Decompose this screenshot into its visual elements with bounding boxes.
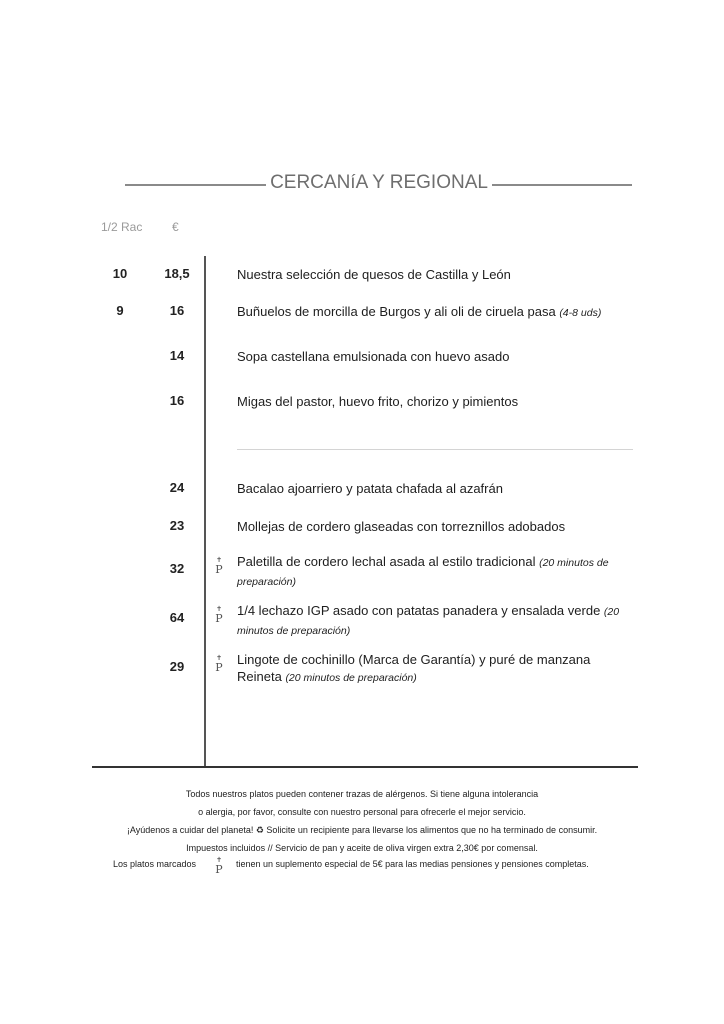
dish-description — [237, 303, 629, 322]
p-mark-icon — [213, 557, 225, 575]
footer-supplement-post: tienen un suplemento especial de 5€ para las medias pensiones y pensiones completas. — [236, 859, 589, 869]
section-title: CERCANíA Y REGIONAL — [270, 172, 488, 193]
full-price: 16 — [169, 393, 185, 408]
footer-planet-note: ¡Ayúdenos a cuidar del planeta! ♻ Solicite un recipiente para llevarse los alimentos que no ha terminado de consumir. — [126, 825, 598, 835]
dish-description — [237, 518, 629, 535]
dish-description — [237, 266, 629, 283]
p-mark-icon — [213, 655, 225, 673]
p-mark-cross: ✝ — [216, 605, 222, 613]
dish-note: (20 minutos de preparación) — [237, 557, 609, 588]
menu-bottom-rule — [92, 766, 638, 768]
dish-description — [237, 348, 629, 365]
footer-supplement-pre: Los platos marcados — [113, 859, 197, 869]
p-mark-cross: ✝ — [216, 856, 222, 864]
dish-description — [237, 602, 629, 640]
p-mark-letter: P — [215, 563, 223, 576]
full-price: 18,5 — [164, 266, 190, 281]
dish-note: (4-8 uds) — [559, 307, 602, 319]
column-header-half-ration: 1/2 Rac — [101, 220, 143, 234]
dish-description — [237, 480, 629, 497]
column-divider — [204, 256, 206, 768]
full-price: 14 — [169, 348, 185, 363]
full-price: 16 — [169, 303, 185, 318]
dish-name: Paletilla de cordero lechal asada al estilo tradicional — [237, 554, 536, 569]
dish-description — [237, 393, 629, 410]
dish-name: Nuestra selección de quesos de Castilla y León — [237, 267, 511, 282]
full-price: 23 — [169, 518, 185, 533]
dish-name: 1/4 lechazo IGP asado con patatas panadera y ensalada verde — [237, 603, 601, 618]
full-price: 64 — [169, 610, 185, 625]
title-rule-right — [492, 184, 632, 186]
dish-name: Buñuelos de morcilla de Burgos y ali oli de ciruela pasa — [237, 304, 556, 319]
p-mark-letter: P — [215, 612, 223, 625]
half-ration-price: 9 — [116, 303, 124, 318]
full-price: 24 — [169, 480, 185, 495]
half-ration-price: 10 — [112, 266, 128, 281]
p-mark-cross: ✝ — [216, 556, 222, 564]
dish-name: Lingote de cochinillo (Marca de Garantía) y puré de manzana Reineta — [237, 652, 591, 684]
p-mark-cross: ✝ — [216, 654, 222, 662]
footer-allergen-line-2: o alergia, por favor, consulte con nuestro personal para ofrecerle el mejor servicio. — [198, 807, 526, 817]
dish-note: (20 minutos de preparación) — [285, 672, 417, 684]
footer-supplement-note — [0, 856, 724, 876]
column-header-price: € — [172, 220, 179, 234]
p-mark-letter: P — [215, 863, 223, 876]
dish-name: Mollejas de cordero glaseadas con torreznillos adobados — [237, 519, 566, 534]
dish-name: Migas del pastor, huevo frito, chorizo y pimientos — [237, 394, 519, 409]
dish-note: (20 minutos de preparación) — [237, 606, 620, 637]
p-mark-icon — [213, 606, 225, 624]
dish-description — [237, 651, 629, 687]
dish-name: Sopa castellana emulsionada con huevo asado — [237, 349, 510, 364]
section-separator — [237, 449, 633, 450]
p-mark-letter: P — [215, 661, 223, 674]
full-price: 29 — [169, 659, 185, 674]
footer-allergen-line-1: Todos nuestros platos pueden contener trazas de alérgenos. Si tiene alguna intolerancia — [185, 789, 539, 799]
full-price: 32 — [169, 561, 185, 576]
p-mark-icon — [213, 857, 225, 875]
footer-taxes-note: Impuestos incluidos // Servicio de pan y aceite de oliva virgen extra 2,30€ por comensal. — [186, 843, 538, 853]
dish-description — [237, 553, 629, 591]
dish-name: Bacalao ajoarriero y patata chafada al azafrán — [237, 481, 503, 496]
title-rule-left — [125, 184, 266, 186]
